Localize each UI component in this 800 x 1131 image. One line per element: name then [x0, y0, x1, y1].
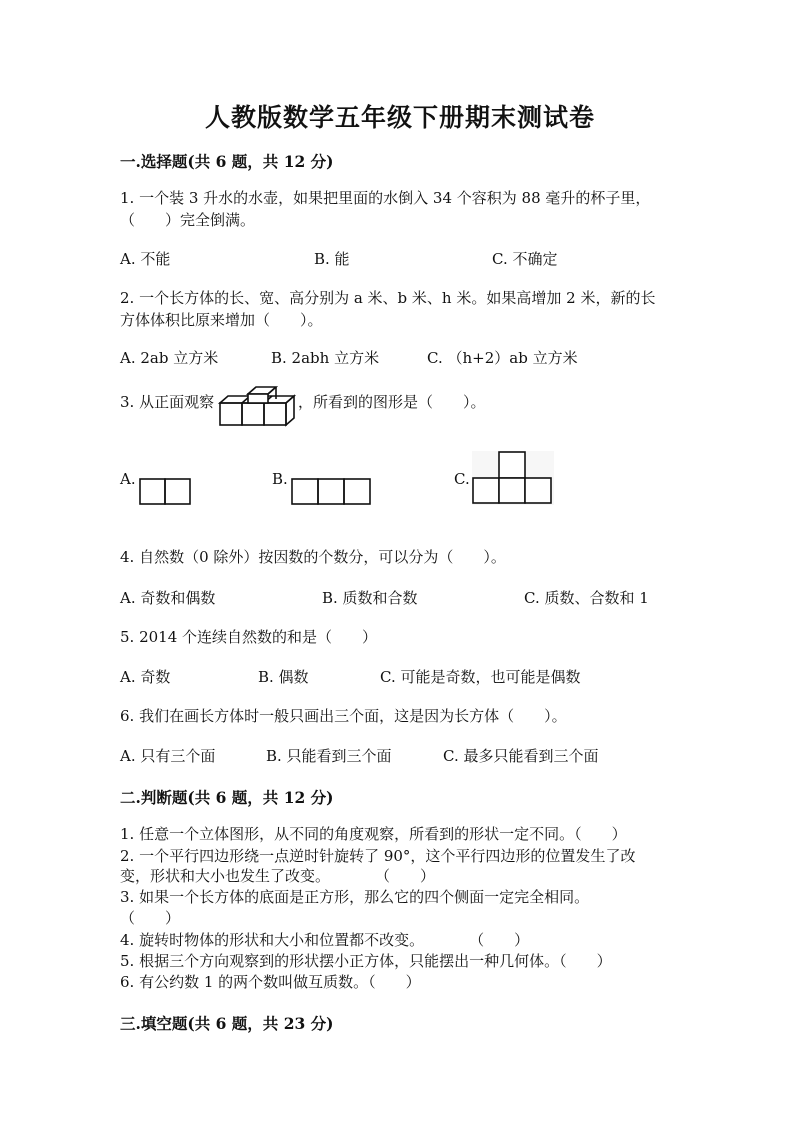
question-6-line-1: 6. 我们在画长方体时一般只画出三个面，这是因为长方体（ ）。	[120, 707, 567, 725]
page-title: 人教版数学五年级下册期末测试卷	[204, 103, 595, 132]
question-1-option-a: A. 不能	[120, 250, 171, 268]
option-a-figure	[139, 478, 193, 506]
question-6-option-c: C. 最多只能看到三个面	[443, 747, 599, 765]
question-3-option-c: C.	[454, 470, 470, 488]
judgement-line-3: 变，形状和大小也发生了改变。 （ ）	[120, 867, 436, 885]
question-2-line-2: 方体体积比原来增加（ ）。	[120, 311, 323, 329]
question-1-line-1: 1. 一个装 3 升水的水壶，如果把里面的水倒入 34 个容积为 88 毫升的杯子里，	[120, 189, 651, 207]
question-4-option-c: C. 质数、合数和 1	[524, 589, 649, 607]
judgement-line-2: 2. 一个平行四边形绕一点逆时针旋转了 90°，这个平行四边形的位置发生了改	[120, 847, 636, 865]
judgement-line-6: 4. 旋转时物体的形状和大小和位置都不改变。 （ ）	[120, 931, 530, 949]
question-1-option-b: B. 能	[314, 250, 350, 268]
question-3-option-a: A.	[120, 470, 136, 488]
question-5-line-1: 5. 2014 个连续自然数的和是（ ）	[120, 628, 378, 646]
question-2-option-a: A. 2ab 立方米	[120, 349, 219, 367]
question-3-option-b: B.	[272, 470, 288, 488]
judgement-line-5: （ ）	[120, 909, 181, 927]
question-1-line-2: （ ）完全倒满。	[120, 211, 256, 229]
question-4-line-1: 4. 自然数（0 除外）按因数的个数分，可以分为（ ）。	[120, 548, 506, 566]
section-heading-fill-blank: 三.填空题(共 6 题，共 23 分)	[120, 1014, 334, 1033]
question-5-option-a: A. 奇数	[120, 668, 171, 686]
judgement-line-7: 5. 根据三个方向观察到的形状摆小正方体，只能摆出一种几何体。（ ）	[120, 952, 612, 970]
question-6-option-a: A. 只有三个面	[120, 747, 216, 765]
question-5-option-b: B. 偶数	[258, 668, 309, 686]
question-5-option-c: C. 可能是奇数，也可能是偶数	[380, 668, 581, 686]
question-2-line-1: 2. 一个长方体的长、宽、高分别为 a 米、b 米、h 米。如果高增加 2 米，新的长	[120, 289, 656, 307]
judgement-line-1: 1. 任意一个立体图形，从不同的角度观察，所看到的形状一定不同。（ ）	[120, 825, 627, 843]
section-heading-choice: 一.选择题(共 6 题，共 12 分)	[120, 152, 334, 171]
section-heading-judgement: 二.判断题(共 6 题，共 12 分)	[120, 788, 334, 807]
question-4-option-b: B. 质数和合数	[322, 589, 418, 607]
cube-stack-figure	[218, 386, 298, 430]
question-2-option-c: C. （h+2）ab 立方米	[427, 349, 578, 367]
option-c-figure	[472, 451, 554, 505]
question-3-line-1a: 3. 从正面观察	[120, 393, 215, 411]
question-4-option-a: A. 奇数和偶数	[120, 589, 216, 607]
question-2-option-b: B. 2abh 立方米	[271, 349, 380, 367]
question-3-line-1b: ，所看到的图形是（ ）。	[298, 393, 486, 411]
question-1-option-c: C. 不确定	[492, 250, 558, 268]
judgement-line-4: 3. 如果一个长方体的底面是正方形，那么它的四个侧面一定完全相同。	[120, 888, 590, 906]
option-b-figure	[291, 478, 372, 506]
judgement-line-8: 6. 有公约数 1 的两个数叫做互质数。（ ）	[120, 973, 421, 991]
question-6-option-b: B. 只能看到三个面	[266, 747, 392, 765]
